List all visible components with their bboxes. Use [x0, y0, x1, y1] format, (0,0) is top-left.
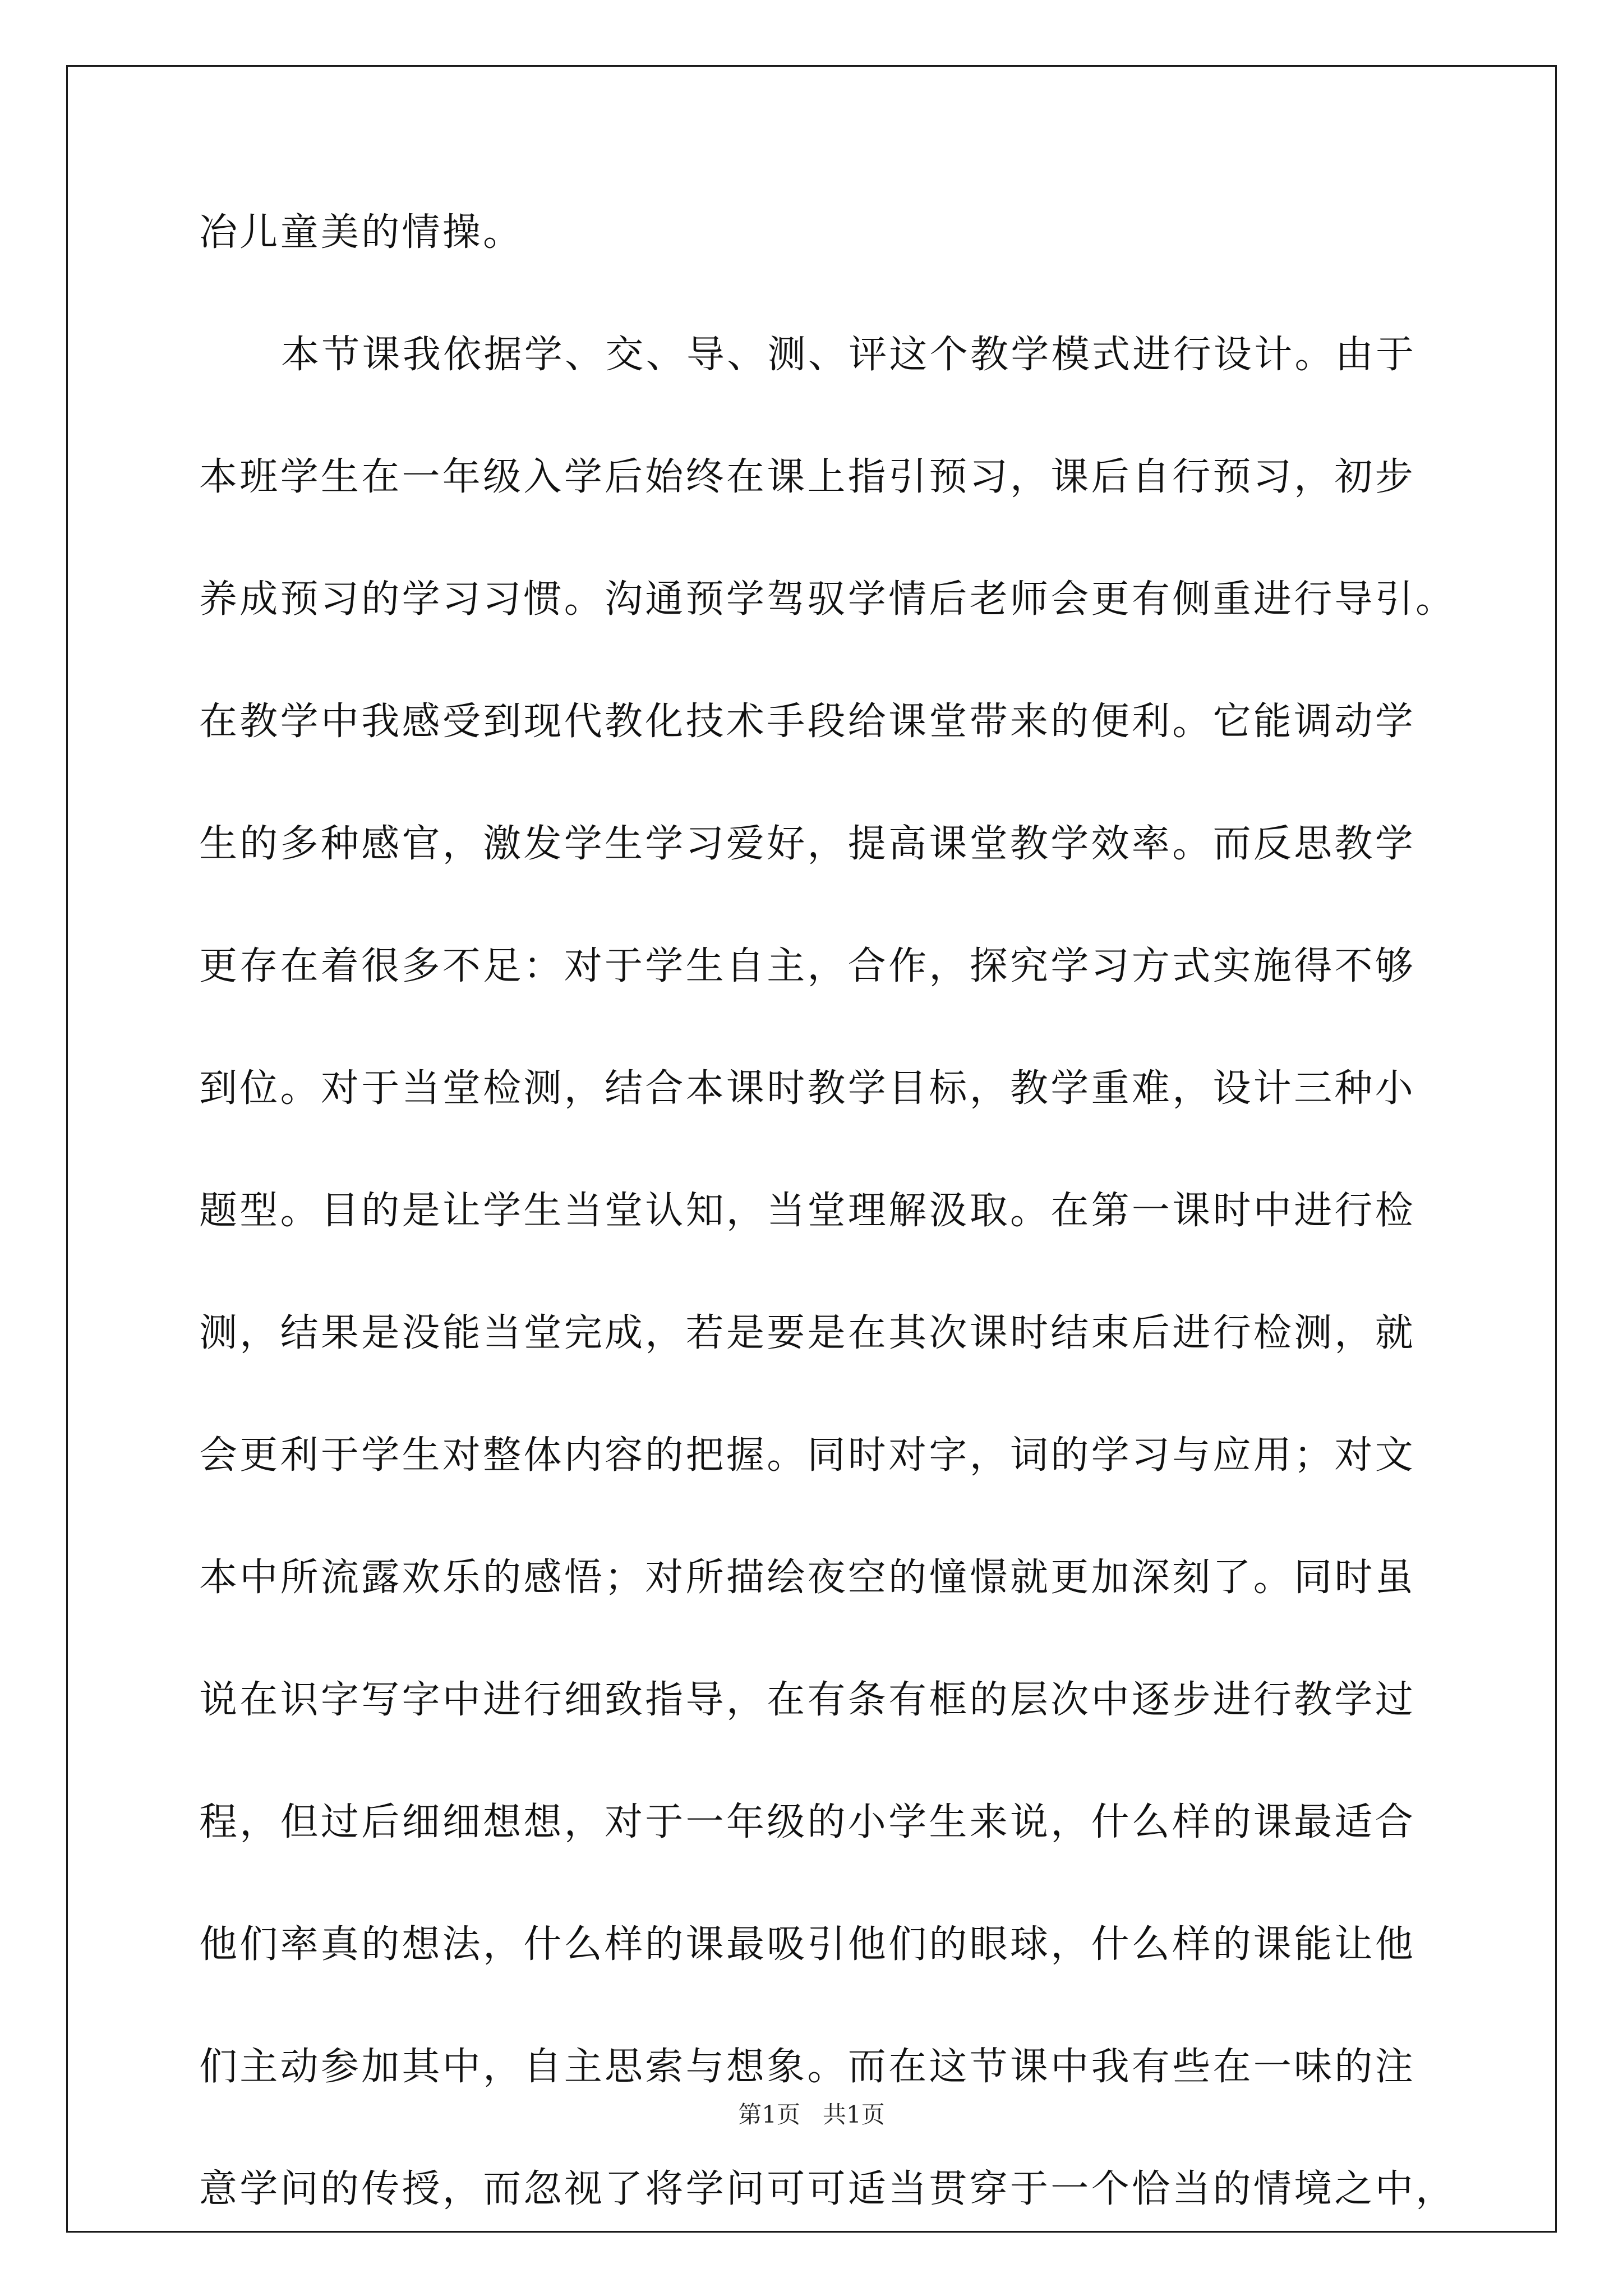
text-line: 题型。目的是让学生当堂认知，当堂理解汲取。在第一课时中进行检 — [199, 1189, 1416, 1233]
text-line: 到位。对于当堂检测，结合本课时教学目标，教学重难，设计三种小 — [199, 1066, 1416, 1111]
text-line: 生的多种感官，激发学生学习爱好，提高课堂教学效率。而反思教学 — [199, 822, 1416, 866]
text-line: 养成预习的学习习惯。沟通预学驾驭学情后老师会更有侧重进行导引。 — [199, 577, 1456, 622]
page-border — [66, 65, 1557, 2233]
page-number-footer: 第1页 共1页 — [738, 2101, 885, 2128]
text-line: 们主动参加其中，自主思索与想象。而在这节课中我有些在一味的注 — [199, 2045, 1416, 2089]
text-line: 测，结果是没能当堂完成，若是要是在其次课时结束后进行检测，就 — [199, 1311, 1416, 1355]
text-line: 程，但过后细细想想，对于一年级的小学生来说，什么样的课最适合 — [199, 1800, 1416, 1844]
text-line: 本中所流露欢乐的感悟；对所描绘夜空的憧憬就更加深刻了。同时虽 — [199, 1556, 1416, 1600]
text-line: 会更利于学生对整体内容的把握。同时对字，词的学习与应用；对文 — [199, 1433, 1416, 1478]
text-line: 本班学生在一年级入学后始终在课上指引预习，课后自行预习，初步 — [199, 455, 1416, 499]
text-line: 更存在着很多不足：对于学生自主，合作，探究学习方式实施得不够 — [199, 944, 1416, 988]
text-line: 他们率真的想法，什么样的课最吸引他们的眼球，什么样的课能让他 — [199, 1922, 1416, 1967]
paragraph-first-line: 本节课我依据学、交、导、测、评这个教学模式进行设计。由于 — [281, 333, 1417, 377]
text-line: 说在识字写字中进行细致指导，在有条有框的层次中逐步进行教学过 — [199, 1678, 1416, 1722]
text-line: 在教学中我感受到现代教化技术手段给课堂带来的便利。它能调动学 — [199, 700, 1416, 744]
text-line: 意学问的传授，而忽视了将学问可可适当贯穿于一个恰当的情境之中， — [199, 2167, 1456, 2211]
text-line: 冶儿童美的情操。 — [199, 210, 524, 255]
